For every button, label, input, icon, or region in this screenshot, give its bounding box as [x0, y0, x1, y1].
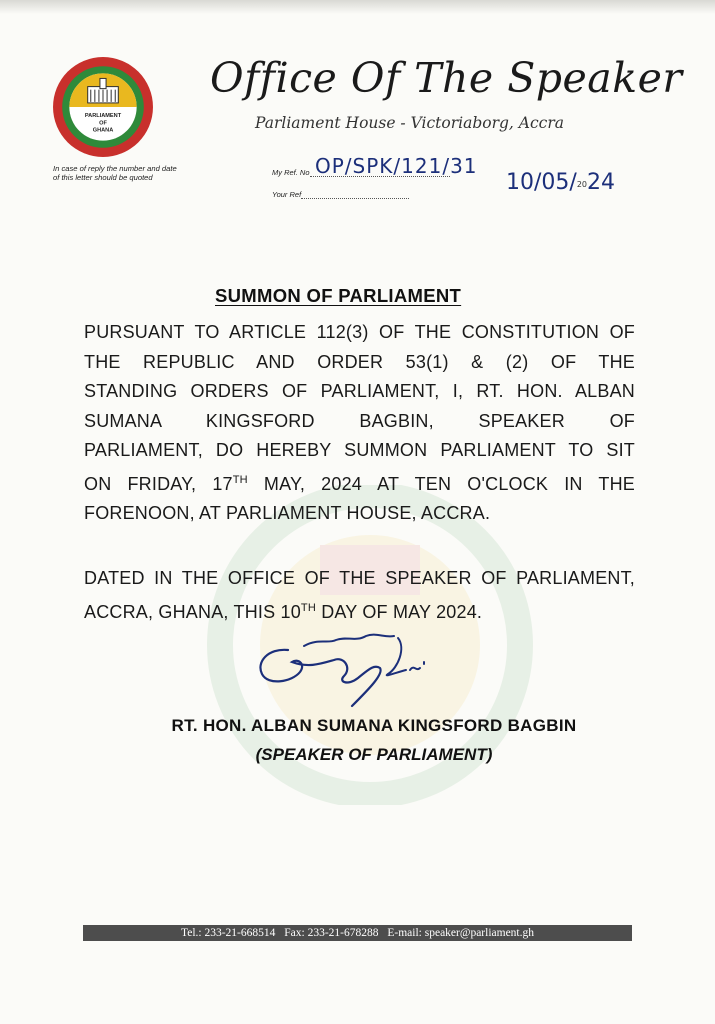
your-ref-label: Your Ref: [272, 190, 302, 199]
footer-tel: Tel.: 233-21-668514: [181, 927, 276, 939]
reply-note: In case of reply the number and date of this letter should be quoted: [53, 164, 177, 182]
your-ref-row: [272, 190, 409, 199]
ordinal-suffix: TH: [232, 473, 248, 486]
paragraph-line: SUMANA KINGSFORD BAGBIN, SPEAKER OF: [84, 410, 635, 431]
document-heading: SUMMON OF PARLIAMENT: [215, 285, 462, 306]
paragraph-line: PARLIAMENT, DO HEREBY SUMMON PARLIAMENT TO SIT: [84, 440, 635, 460]
signatory-title: (SPEAKER OF PARLIAMENT): [255, 745, 493, 764]
footer-email: E-mail: speaker@parliament.gh: [387, 927, 534, 939]
dated-text-end: DAY OF MAY 2024.: [316, 601, 483, 622]
seal-text-top: PARLIAMENT: [84, 113, 122, 120]
date-day-month: 10/05/: [506, 170, 577, 195]
seal-text-bottom: GHANA: [92, 127, 114, 134]
ordinal-suffix: TH: [300, 601, 316, 614]
letter-date: [506, 170, 615, 195]
signatory-name: RT. HON. ALBAN SUMANA KINGSFORD BAGBIN: [171, 716, 577, 735]
office-title: Office Of The Speaker: [210, 54, 683, 102]
paragraph-line: DATED IN THE OFFICE OF THE SPEAKER OF PARLIAMENT,: [84, 568, 635, 588]
paragraph-line: [84, 466, 635, 500]
my-ref-value: OP/SPK/121/31: [315, 154, 478, 178]
paragraph-line: [84, 594, 635, 628]
time-text: MAY, 2024 AT TEN O'CLOCK IN THE: [247, 473, 635, 494]
contact-footer: [83, 925, 632, 941]
paragraph-line: THE REPUBLIC AND ORDER 53(1) & (2) OF THE: [84, 351, 635, 372]
handwritten-signature: [248, 628, 448, 708]
seal-text-middle: OF: [99, 120, 107, 127]
parliament-seal-logo: [52, 56, 154, 158]
office-address: Parliament House - Victoriaborg, Accra: [255, 114, 564, 132]
paragraph-line: FORENOON, AT PARLIAMENT HOUSE, ACCRA.: [84, 503, 491, 523]
scan-shadow: [0, 0, 715, 14]
footer-fax: Fax: 233-21-678288: [284, 927, 379, 939]
dated-text: ACCRA, GHANA, THIS 10: [84, 601, 301, 622]
paragraph-line: PURSUANT TO ARTICLE 112(3) OF THE CONSTITUTION OF: [84, 322, 635, 342]
my-ref-label: My Ref. No: [272, 168, 310, 177]
date-year-suffix: 24: [587, 170, 615, 195]
date-year-prefix: 20: [576, 180, 587, 189]
date-text: ON FRIDAY, 17: [84, 473, 233, 494]
dated-paragraph: [84, 564, 635, 627]
paragraph-line: STANDING ORDERS OF PARLIAMENT, I, RT. HON. ALBAN: [84, 381, 635, 401]
summons-paragraph: [84, 318, 635, 529]
